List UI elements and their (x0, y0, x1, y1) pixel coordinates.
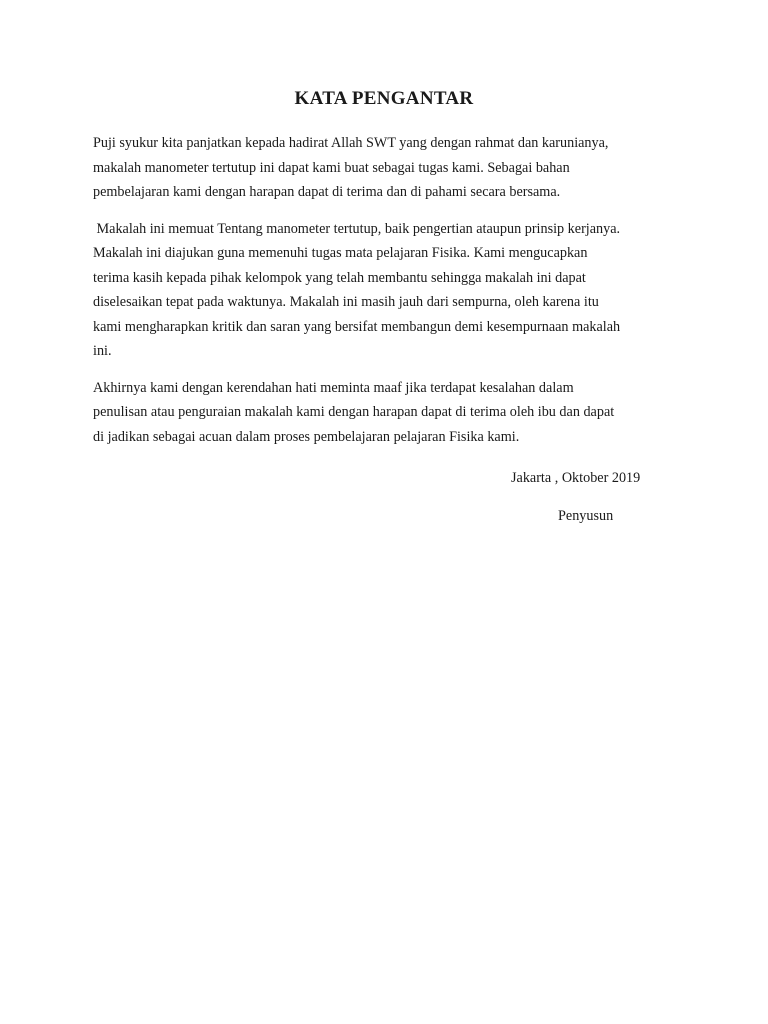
paragraph-3 (93, 376, 675, 450)
place-date: Jakarta , Oktober 2019 (511, 470, 641, 486)
paragraph-line: diselesaikan tepat pada waktunya. Makalah ini masih jauh dari sempurna, oleh karena itu (93, 294, 599, 310)
document-body (93, 131, 675, 461)
page-title: KATA PENGANTAR (294, 88, 474, 109)
paragraph-1 (93, 131, 675, 205)
paragraph-line: penulisan atau penguraian makalah kami dengan harapan dapat di terima oleh ibu dan dapat (93, 404, 615, 420)
author-signature-label: Penyusun (558, 508, 614, 524)
paragraph-line: Puji syukur kita panjatkan kepada hadirat Allah SWT yang dengan rahmat dan karunianya, (93, 135, 609, 151)
paragraph-line: di jadikan sebagai acuan dalam proses pembelajaran pelajaran Fisika kami. (93, 428, 520, 445)
paragraph-line: Makalah ini diajukan guna memenuhi tugas mata pelajaran Fisika. Kami mengucapkan (93, 245, 588, 261)
paragraph-2 (93, 217, 675, 364)
paragraph-line: Makalah ini memuat Tentang manometer tertutup, baik pengertian ataupun prinsip kerjanya. (93, 220, 621, 237)
paragraph-line: makalah manometer tertutup ini dapat kami buat sebagai tugas kami. Sebagai bahan (93, 159, 570, 176)
paragraph-line: terima kasih kepada pihak kelompok yang telah membantu sehingga makalah ini dapat (93, 269, 586, 286)
paragraph-line: ini. (93, 343, 112, 359)
paragraph-line: kami mengharapkan kritik dan saran yang bersifat membangun demi kesempurnaan makalah (93, 318, 621, 335)
paragraph-line: Akhirnya kami dengan kerendahan hati meminta maaf jika terdapat kesalahan dalam (93, 379, 574, 396)
paragraph-line: pembelajaran kami dengan harapan dapat di terima dan di pahami secara bersama. (93, 184, 561, 200)
